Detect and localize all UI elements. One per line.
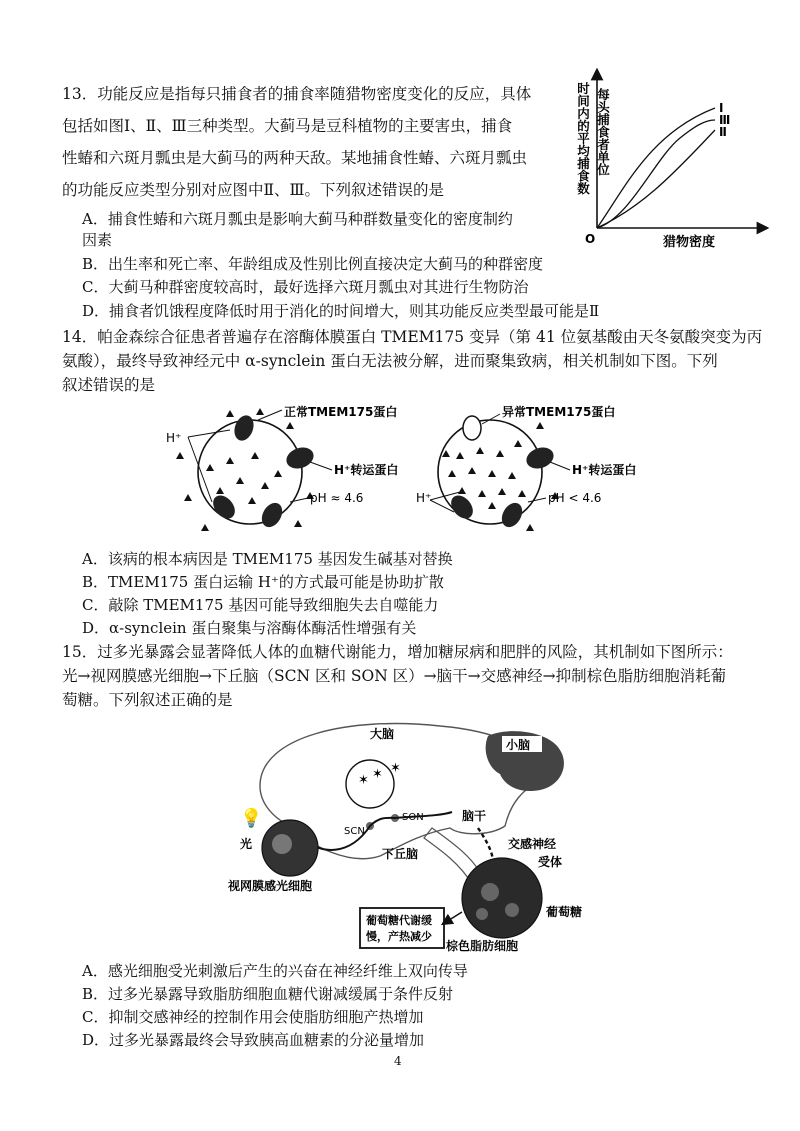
- result-box-line-1: 葡萄糖代谢缓: [366, 914, 432, 927]
- q13-functional-response-graph: [555, 68, 775, 253]
- receptor-label: 受体: [538, 855, 563, 869]
- q15-stem-line-2: 光→视网膜感光细胞→下丘脑（SCN 区和 SON 区）→脑干→交感神经→抑制棕色脂肪细胞消耗葡: [62, 667, 727, 685]
- q13-option-c: C．大蓟马种群密度较高时，最好选择六斑月瓢虫对其进行生物防治: [82, 278, 529, 296]
- glucose-label: 葡萄糖: [546, 905, 583, 919]
- sympathetic-label: 交感神经: [508, 837, 557, 851]
- ph-left-label: pH ≈ 4.6: [310, 491, 364, 505]
- q14-lysosome-figure: [160, 402, 640, 542]
- origin-label: O: [585, 232, 596, 246]
- brown-fat-label: 棕色脂肪细胞: [446, 939, 519, 953]
- q13-option-d: D．捕食者饥饿程度降低时用于消化的时间增大，则其功能反应类型最可能是Ⅱ: [82, 302, 600, 320]
- lipid-droplet-3: [476, 908, 488, 920]
- q13-stem-line-4: 的功能反应类型分别对应图中Ⅱ、Ⅲ。下列叙述错误的是: [62, 181, 444, 199]
- result-arrow: [446, 912, 462, 922]
- transporter-label-right: H⁺转运蛋白: [572, 463, 637, 477]
- q15-stem-line-1: 15．过多光暴露会显著降低人体的血糖代谢能力，增加糖尿病和肥胖的风险，其机制如下图所示：: [62, 643, 733, 661]
- normal-tmem175-label: 正常TMEM175蛋白: [284, 405, 398, 419]
- brainstem-label: 脑干: [462, 809, 487, 823]
- light-bulb-icon: 💡: [240, 808, 263, 829]
- retina-pupil: [272, 834, 292, 854]
- curve-type-3: [597, 120, 715, 228]
- ph-right-label: pH < 4.6: [548, 491, 602, 505]
- q13-option-b: B．出生率和死亡率、年龄组成及性别比例直接决定大蓟马的种群密度: [82, 255, 544, 273]
- q14-option-d: D．α-synclein 蛋白聚集与溶酶体酶活性增强有关: [82, 619, 417, 637]
- hypothalamus-circle: [346, 760, 394, 808]
- curve-label-2: Ⅱ: [719, 125, 727, 139]
- q14-stem-line-2: 氨酸），最终导致神经元中 α-synclein 蛋白无法被分解，进而聚集致病，相关机制如下图。下列: [62, 352, 718, 370]
- q13-option-a-cont: 因素: [82, 231, 113, 249]
- h-plus-label-left: H⁺: [166, 431, 182, 445]
- curve-label-1: Ⅰ: [719, 101, 724, 115]
- normal-lysosome: [176, 408, 332, 531]
- x-axis-label: 猎物密度: [663, 235, 716, 250]
- h-plus-label-right: H⁺: [416, 491, 432, 505]
- q14-stem-line-1: 14．帕金森综合征患者普遍存在溶酶体膜蛋白 TMEM175 变异（第 41 位氨基酸由天冬氨酸突变为丙: [62, 328, 763, 346]
- neuron-star-3: ✶: [390, 761, 401, 776]
- cerebellum-label: 小脑: [506, 738, 531, 752]
- neuron-star-2: ✶: [372, 767, 383, 782]
- hypothalamus-label: 下丘脑: [382, 847, 419, 861]
- brown-fat-cell: [462, 858, 542, 938]
- lipid-droplet-2: [505, 903, 519, 917]
- retina-label: 视网膜感光细胞: [228, 879, 313, 893]
- q15-option-a: A．感光细胞受光刺激后产生的兴奋在神经纤维上双向传导: [82, 962, 468, 980]
- q14-option-a: A．该病的根本病因是 TMEM175 基因发生碱基对替换: [82, 550, 453, 568]
- q13-stem-line-1: 13．功能反应是指每只捕食者的捕食率随猎物密度变化的反应，具体: [62, 85, 532, 103]
- q15-light-metabolism-figure: [220, 716, 600, 954]
- page-number: 4: [394, 1054, 402, 1068]
- abnormal-tmem175-label: 异常TMEM175蛋白: [502, 405, 616, 419]
- abnormal-lysosome: [430, 414, 570, 531]
- q14-option-b: B．TMEM175 蛋白运输 H⁺的方式最可能是协助扩散: [82, 573, 444, 591]
- light-label: 光: [240, 837, 253, 851]
- q13-stem-line-2: 包括如图Ⅰ、Ⅱ、Ⅲ三种类型。大蓟马是豆科植物的主要害虫，捕食: [62, 117, 513, 135]
- q15-option-d: D．过多光暴露最终会导致胰高血糖素的分泌量增加: [82, 1031, 425, 1049]
- q13-option-a: A．捕食性蝽和六斑月瓢虫是影响大蓟马种群数量变化的密度制约: [82, 210, 513, 228]
- result-box-line-2: 慢，产热减少: [366, 930, 432, 943]
- y-axis-label-col1: 每头捕食者单位: [595, 88, 611, 176]
- q13-stem-line-3: 性蝽和六斑月瓢虫是大蓟马的两种天敌。某地捕食性蝽、六斑月瓢虫: [62, 149, 528, 167]
- q15-stem-line-3: 萄糖。下列叙述正确的是: [62, 691, 233, 709]
- scn-label: SCN: [344, 826, 365, 837]
- curve-type-2: [597, 130, 715, 228]
- neuron-star-1: ✶: [358, 773, 369, 788]
- q14-option-c: C．敲除 TMEM175 基因可能导致细胞失去自噬能力: [82, 596, 439, 614]
- q14-stem-line-3: 叙述错误的是: [62, 376, 156, 394]
- y-axis-label-col2: 时间内的平均捕食数: [575, 82, 591, 195]
- son-label: SON: [402, 812, 424, 823]
- q15-option-c: C．抑制交感神经的控制作用会使脂肪细胞产热增加: [82, 1008, 424, 1026]
- curve-label-3: Ⅲ: [719, 113, 731, 127]
- cerebrum-label: 大脑: [370, 727, 395, 741]
- lipid-droplet-1: [481, 883, 499, 901]
- transporter-label-left: H⁺转运蛋白: [334, 463, 399, 477]
- q15-option-b: B．过多光暴露导致脂肪细胞血糖代谢减缓属于条件反射: [82, 985, 454, 1003]
